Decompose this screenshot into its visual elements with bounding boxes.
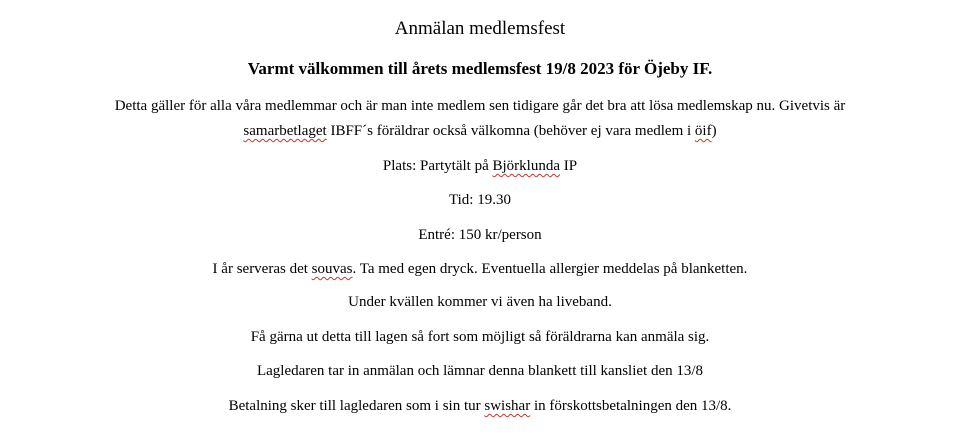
intro-text-segment: IBFF´s föräldrar också välkomna (behöver ej vara medlem i: [326, 123, 695, 139]
misspelled-word: samarbetlaget: [243, 123, 327, 139]
misspelled-word: Björklunda: [492, 158, 560, 174]
misspelled-word: swishar: [484, 398, 531, 414]
intro-paragraph-line-2: [0, 121, 960, 141]
food-prefix: I år serveras det: [212, 261, 312, 277]
entry-fee-line: Entré: 150 kr/person: [418, 227, 542, 243]
distribution-line: Få gärna ut detta till lagen så fort som möjligt så föräldrarna kan anmäla sig.: [250, 329, 710, 345]
misspelled-word: souvas: [311, 261, 353, 277]
food-line: [0, 259, 960, 279]
venue-prefix: Plats: Partytält på: [382, 158, 493, 174]
payment-prefix: Betalning sker till lagledaren som i sin tur: [228, 398, 485, 414]
document-subtitle: Varmt välkommen till årets medlemsfest 19/8 2023 för Öjeby IF.: [247, 59, 713, 78]
food-suffix: . Ta med egen dryck. Eventuella allergier meddelas på blanketten.: [352, 261, 748, 277]
document-title: Anmälan medlemsfest: [394, 18, 566, 39]
liveband-line: Under kvällen kommer vi även ha liveband.: [348, 294, 612, 310]
intro-text-segment: ): [711, 123, 717, 139]
venue-line: [0, 156, 960, 176]
venue-suffix: IP: [559, 158, 578, 174]
intro-paragraph-line-1: Detta gäller för alla våra medlemmar och är man inte medlem sen tidigare går det bra att lösa medlemskap nu. Givetvis är: [114, 98, 846, 114]
time-line: Tid: 19.30: [449, 192, 511, 208]
misspelled-word: öif: [694, 123, 712, 139]
team-leader-line: Lagledaren tar in anmälan och lämnar denna blankett till kansliet den 13/8: [256, 363, 704, 379]
payment-suffix: in förskottsbetalningen den 13/8.: [530, 398, 732, 414]
payment-line: [0, 396, 960, 416]
